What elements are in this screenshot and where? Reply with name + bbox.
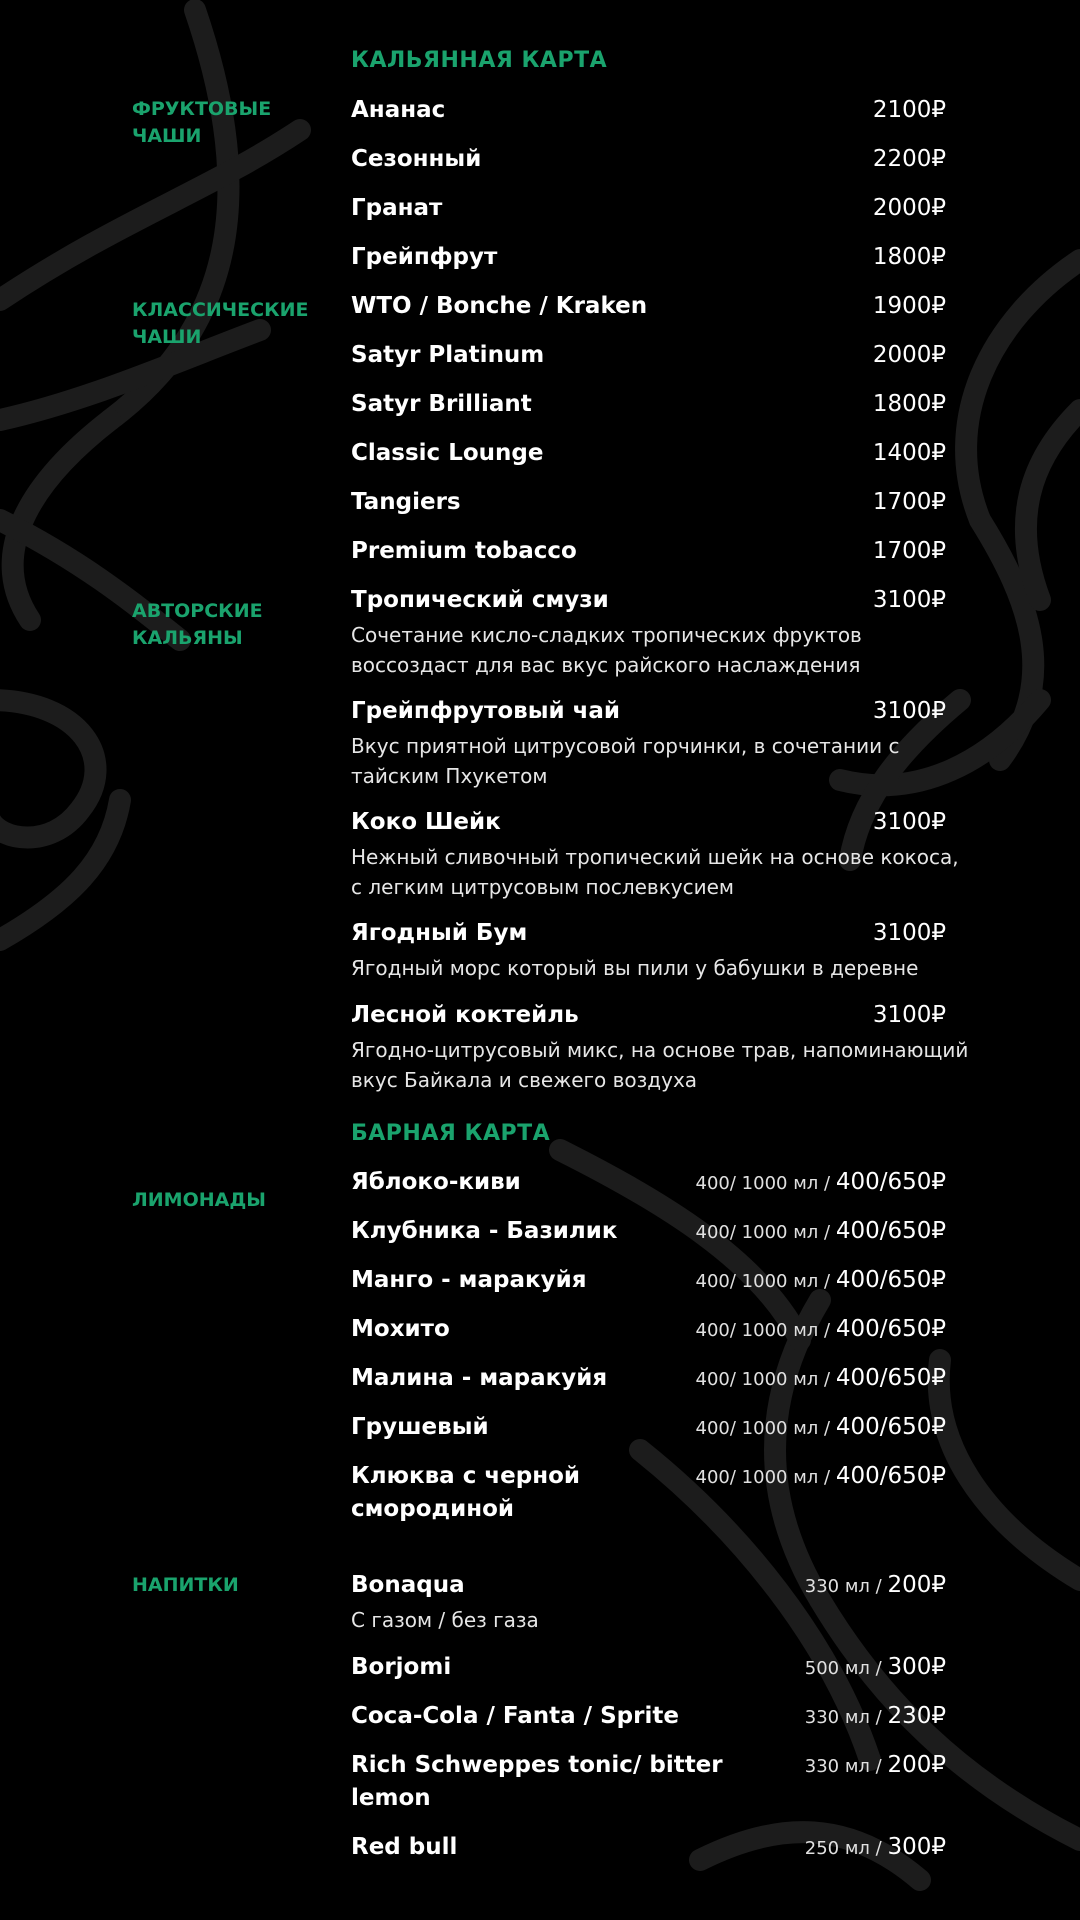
item-name: Red bull bbox=[351, 1834, 458, 1860]
item-price-value: 300₽ bbox=[887, 1834, 946, 1860]
item-name: Лесной коктейль bbox=[351, 1002, 579, 1028]
item-name: Bonaqua bbox=[351, 1572, 465, 1598]
item-price-value: 400/650₽ bbox=[835, 1316, 946, 1342]
item-description: Ягодный морс который вы пили у бабушки в деревне bbox=[351, 956, 919, 980]
item-price: 2000₽ bbox=[872, 195, 946, 221]
item-name: Мохито bbox=[351, 1316, 450, 1342]
item-price-value: 300₽ bbox=[887, 1654, 946, 1680]
item-price bbox=[805, 1651, 946, 1685]
item-price: 1800₽ bbox=[872, 244, 946, 270]
item-name: Малина - маракуйя bbox=[351, 1365, 608, 1391]
item-volume: 400/ 1000 мл bbox=[695, 1320, 819, 1341]
item-volume: 330 мл bbox=[804, 1756, 870, 1777]
item-price: 1400₽ bbox=[872, 440, 946, 466]
item-price: 1700₽ bbox=[872, 538, 946, 564]
item-price-value: 400/650₽ bbox=[835, 1365, 946, 1391]
hookah-menu-title: КАЛЬЯННАЯ КАРТА bbox=[351, 48, 608, 73]
item-volume: 330 мл bbox=[804, 1576, 870, 1597]
item-name: Манго - маракуйя bbox=[351, 1267, 587, 1293]
item-name: Гранат bbox=[351, 195, 443, 221]
item-price-value: 230₽ bbox=[887, 1703, 946, 1729]
bar-menu-title: БАРНАЯ КАРТА bbox=[351, 1121, 551, 1146]
separator: / bbox=[869, 1756, 888, 1777]
item-price: 1900₽ bbox=[872, 293, 946, 319]
item-description: Ягодно-цитрусовый микс, на основе трав, напоминающий вкус Байкала и свежего воздуха bbox=[351, 1038, 969, 1092]
item-name: WTO / Bonche / Kraken bbox=[351, 293, 648, 319]
item-price-value: 400/650₽ bbox=[835, 1169, 946, 1195]
item-name: Rich Schweppes tonic/ bitter lemon bbox=[351, 1752, 723, 1811]
item-name: Satyr Platinum bbox=[351, 342, 545, 368]
separator: / bbox=[818, 1467, 836, 1488]
item-name: Яблоко-киви bbox=[351, 1169, 521, 1195]
separator: / bbox=[818, 1173, 836, 1194]
separator: / bbox=[818, 1271, 836, 1292]
item-name: Ананас bbox=[351, 97, 446, 123]
item-price bbox=[696, 1313, 946, 1347]
item-description: Вкус приятной цитрусовой горчинки, в сочетании с тайским Пхукетом bbox=[351, 734, 900, 788]
item-price-value: 400/650₽ bbox=[835, 1267, 946, 1293]
item-name: Tangiers bbox=[351, 489, 461, 515]
separator: / bbox=[869, 1658, 888, 1679]
item-price bbox=[696, 1264, 946, 1298]
separator: / bbox=[818, 1222, 836, 1243]
item-volume: 250 мл bbox=[804, 1838, 870, 1859]
item-volume: 400/ 1000 мл bbox=[695, 1271, 819, 1292]
item-price: 1800₽ bbox=[872, 391, 946, 417]
item-price: 1700₽ bbox=[872, 489, 946, 515]
item-name: Коко Шейк bbox=[351, 809, 501, 835]
item-price: 3100₽ bbox=[872, 587, 946, 613]
item-name: Classic Lounge bbox=[351, 440, 544, 466]
item-price: 3100₽ bbox=[872, 698, 946, 724]
item-name: Тропический смузи bbox=[351, 587, 609, 613]
item-volume: 400/ 1000 мл bbox=[695, 1173, 819, 1194]
item-description: Нежный сливочный тропический шейк на основе кокоса, с легким цитрусовым послевкусием bbox=[351, 845, 959, 899]
item-name: Coca-Cola / Fanta / Sprite bbox=[351, 1703, 679, 1729]
separator: / bbox=[869, 1576, 888, 1597]
separator: / bbox=[869, 1707, 888, 1728]
item-price-value: 400/650₽ bbox=[835, 1218, 946, 1244]
item-price-value: 200₽ bbox=[887, 1572, 946, 1598]
item-price bbox=[696, 1362, 946, 1396]
separator: / bbox=[818, 1369, 836, 1390]
item-name: Грейпфрут bbox=[351, 244, 498, 270]
item-price: 3100₽ bbox=[872, 1002, 946, 1028]
item-price-value: 400/650₽ bbox=[835, 1463, 946, 1489]
item-name: Клюква с черной смородиной bbox=[351, 1463, 581, 1522]
item-price bbox=[696, 1215, 946, 1249]
separator: / bbox=[818, 1418, 836, 1439]
item-price bbox=[805, 1749, 946, 1783]
item-price bbox=[805, 1569, 946, 1603]
item-name: Premium tobacco bbox=[351, 538, 577, 564]
item-name: Грейпфрутовый чай bbox=[351, 698, 621, 724]
item-price bbox=[696, 1460, 946, 1494]
item-price-value: 400/650₽ bbox=[835, 1414, 946, 1440]
item-name: Ягодный Бум bbox=[351, 920, 528, 946]
category-classic-bowls: КЛАССИЧЕСКИЕ ЧАШИ bbox=[132, 299, 309, 348]
item-volume: 400/ 1000 мл bbox=[695, 1369, 819, 1390]
category-author-hookahs: АВТОРСКИЕ КАЛЬЯНЫ bbox=[132, 600, 263, 649]
item-name: Satyr Brilliant bbox=[351, 391, 532, 417]
item-price: 3100₽ bbox=[872, 920, 946, 946]
separator: / bbox=[818, 1320, 836, 1341]
item-price bbox=[805, 1700, 946, 1734]
category-lemonades: ЛИМОНАДЫ bbox=[132, 1189, 266, 1211]
category-fruit-bowls: ФРУКТОВЫЕ ЧАШИ bbox=[132, 98, 272, 147]
item-price: 2200₽ bbox=[872, 146, 946, 172]
item-price: 2000₽ bbox=[872, 342, 946, 368]
item-volume: 400/ 1000 мл bbox=[695, 1418, 819, 1439]
item-volume: 400/ 1000 мл bbox=[695, 1467, 819, 1488]
item-volume: 500 мл bbox=[804, 1658, 870, 1679]
category-drinks: НАПИТКИ bbox=[132, 1574, 239, 1596]
item-volume: 330 мл bbox=[804, 1707, 870, 1728]
item-name: Грушевый bbox=[351, 1414, 489, 1440]
item-price-value: 200₽ bbox=[887, 1752, 946, 1778]
item-volume: 400/ 1000 мл bbox=[695, 1222, 819, 1243]
item-name: Клубника - Базилик bbox=[351, 1218, 618, 1244]
item-price: 3100₽ bbox=[872, 809, 946, 835]
item-price: 2100₽ bbox=[872, 97, 946, 123]
item-name: Borjomi bbox=[351, 1654, 452, 1680]
separator: / bbox=[869, 1838, 888, 1859]
item-description: С газом / без газа bbox=[351, 1608, 539, 1632]
item-price bbox=[696, 1166, 946, 1200]
item-description: Сочетание кисло-сладких тропических фруктов воссоздаст для вас вкус райского наслаждения bbox=[351, 623, 862, 677]
item-price bbox=[805, 1831, 946, 1865]
item-name: Сезонный bbox=[351, 146, 482, 172]
item-price bbox=[696, 1411, 946, 1445]
